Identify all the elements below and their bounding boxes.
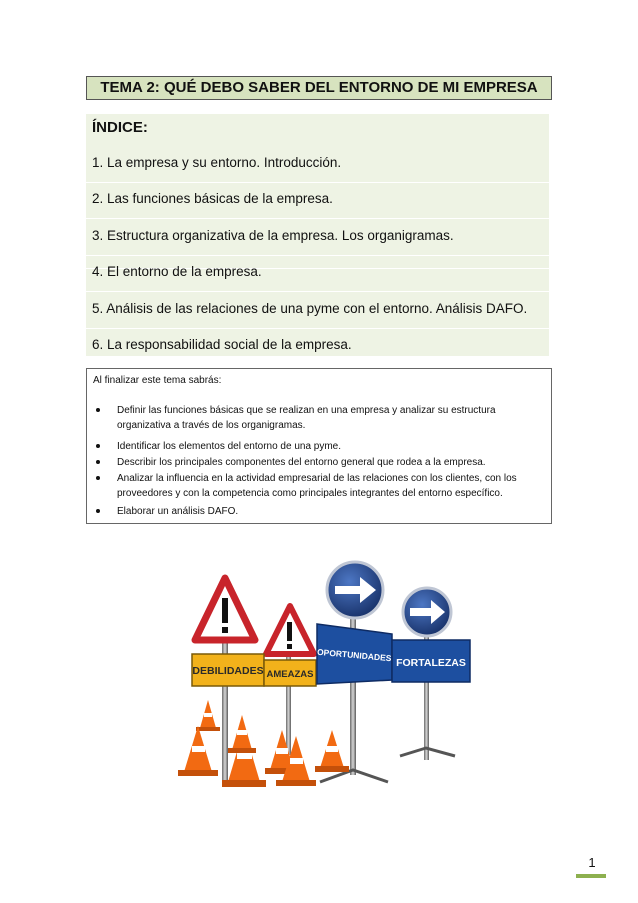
objectives-box [86,368,552,524]
debilidades-label: DEBILIDADES [192,665,264,677]
list-item: Definir las funciones básicas que se realizan en una empresa y analizar su estructura organizativa a través de los organigramas. [87,403,545,433]
objectives-list [87,403,545,519]
traffic-cone-icon [228,715,256,753]
list-item: Identificar los elementos del entorno de una pyme. [87,439,545,454]
list-item: Analizar la influencia en la actividad empresarial de las relaciones con los clientes, con los proveedores y con la competencia como principales integrantes del entorno específico. [87,471,545,501]
page-title: TEMA 2: QUÉ DEBO SABER DEL ENTORNO DE MI EMPRESA [86,76,552,100]
divider [86,291,549,292]
objectives-intro: Al finalizar este tema sabrás: [93,375,222,386]
index-item: 6. La responsabilidad social de la empresa. [92,337,352,352]
warning-sign-icon [195,578,255,640]
traffic-cone-icon [196,700,220,731]
bullet-icon [96,444,100,448]
bullet-icon [96,509,100,513]
warning-sign-icon [266,606,314,654]
index-item: 4. El entorno de la empresa. [92,264,262,279]
amenazas-label: AMEAZAS [266,669,314,680]
footer-accent-line [576,874,606,878]
index-heading: ÍNDICE: [92,119,148,136]
bullet-icon [96,408,100,412]
traffic-cone-icon [315,730,349,772]
bullet-icon [96,460,100,464]
fortalezas-label: FORTALEZAS [396,657,466,669]
divider [86,328,549,329]
oportunidades-label: OPORTUNIDADES [316,646,392,664]
index-item: 1. La empresa y su entorno. Introducción. [92,155,342,170]
arrow-right-icon [327,562,383,618]
road-signs-illustration [170,550,500,800]
divider [86,182,549,183]
index-box [86,114,549,356]
list-item: Elaborar un análisis DAFO. [87,504,545,519]
index-item: 5. Análisis de las relaciones de una pyme con el entorno. Análisis DAFO. [92,301,528,316]
sign-pole [222,630,228,780]
index-item: 2. Las funciones básicas de la empresa. [92,191,333,206]
index-item: 3. Estructura organizativa de la empresa. Los organigramas. [92,228,454,243]
traffic-cone-icon [178,726,218,776]
bullet-icon [96,476,100,480]
arrow-right-icon [403,588,451,636]
divider [86,218,549,219]
page-number: 1 [588,855,596,870]
divider [86,255,549,256]
list-item: Describir los principales componentes del entorno general que rodea a la empresa. [87,455,545,470]
